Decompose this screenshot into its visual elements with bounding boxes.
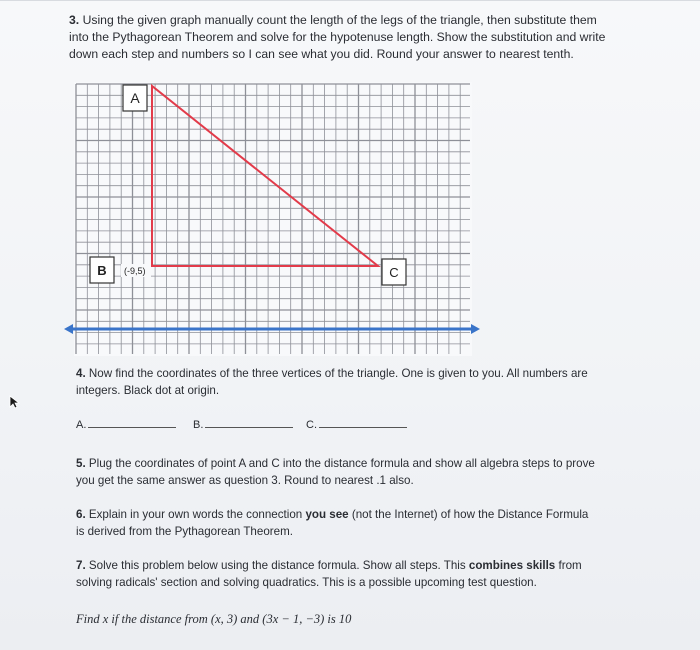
distance-problem: Find x if the distance from (x, 3) and (3x − 1, −3) is 10 [76, 612, 352, 626]
question-7 [76, 558, 596, 591]
vertex-a-label: A [130, 90, 140, 106]
vertex-c-label: C [389, 265, 399, 280]
answer-a-label: A. [76, 419, 87, 431]
question-6-text-start: Explain in your own words the connection [88, 508, 306, 521]
x-axis-arrow-left [64, 324, 73, 334]
x-axis-arrow-right [471, 324, 480, 334]
answer-c-label: C. [306, 419, 317, 431]
question-5-text: Plug the coordinates of point A and C into the distance formula and show all algebra steps to prove you get the same answer as question 3. Round to nearest .1 also. [76, 457, 595, 487]
answer-c-blank[interactable] [306, 417, 407, 431]
answer-c-line [319, 417, 407, 428]
question-7-text-start: Solve this problem below using the distance formula. Show all steps. This [88, 559, 469, 572]
question-6-number: 6. [76, 508, 86, 521]
question-7-emphasis: combines skills [468, 559, 556, 572]
point-b-coordinates: (-9,5) [124, 266, 146, 276]
answer-b-blank[interactable] [193, 417, 293, 431]
graph-background [74, 82, 472, 356]
question-4-number: 4. [76, 367, 86, 380]
answer-a-line [88, 417, 176, 428]
question-7-number: 7. [76, 559, 86, 572]
vertex-b-label: B [97, 263, 107, 278]
question-7-text-end: from solving radicals' section and solving quadratics. This is a possible upcoming test question. [76, 559, 582, 589]
question-5 [76, 456, 596, 489]
answer-b-line [205, 417, 293, 428]
question-5-number: 5. [76, 457, 86, 470]
answer-a-blank[interactable] [76, 417, 176, 431]
question-3-number: 3. [69, 13, 80, 27]
question-4-text: Now find the coordinates of the three vertices of the triangle. One is given to you. All numbers are integers. Black dot at origin. [76, 367, 588, 397]
question-3-text: Using the given graph manually count the length of the legs of the triangle, then substitute them into the Pythagorean Theorem and solve for the hypotenuse length. Show the substitution and write down each step and numbers so I can see what you did. Round your answer to nearest tenth. [69, 13, 606, 61]
question-6-text-end: (not the Internet) of how the Distance Formula is derived from the Pythagorean Theorem. [76, 508, 589, 538]
answer-b-label: B. [193, 419, 204, 431]
question-6-emphasis: you see [305, 508, 349, 521]
mouse-pointer-icon [9, 395, 21, 409]
question-4 [76, 366, 596, 399]
question-6 [76, 507, 596, 540]
